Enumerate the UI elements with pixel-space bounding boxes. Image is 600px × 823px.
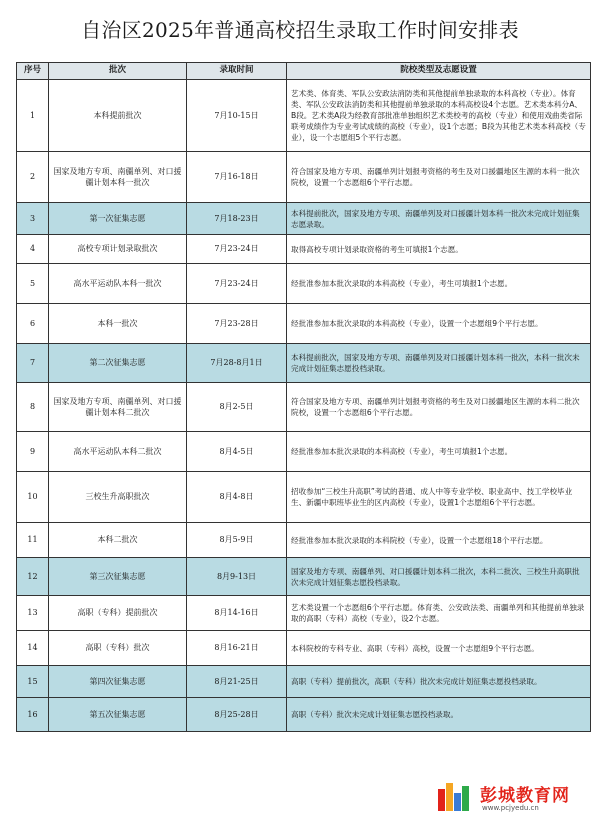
watermark-site-name: 彭城教育网 (480, 786, 570, 806)
schedule-table (16, 62, 591, 732)
header-time: 录取时间 (187, 63, 287, 80)
header-batch: 批次 (49, 63, 187, 80)
row-batch: 国家及地方专项、南疆单列、对口援疆计划本科一批次 (49, 152, 187, 203)
row-description: 符合国家及地方专项、南疆单列计划报考资格的考生及对口援疆地区生源的本科一批次院校，设置一个志愿组6个平行志愿。 (287, 152, 591, 203)
table-row (17, 472, 591, 523)
row-time: 8月16-21日 (187, 631, 287, 666)
site-watermark (438, 781, 586, 817)
row-batch: 本科二批次 (49, 523, 187, 558)
row-index: 16 (17, 698, 49, 732)
row-description: 招收参加“三校生升高职”考试的普通、成人中等专业学校、职业高中、技工学校毕业生、新疆中职班毕业生的区内高校（专业），设置1个志愿组6个平行志愿。 (287, 472, 591, 523)
row-description: 艺术类、体育类、军队公安政法消防类和其他提前单独录取的本科高校（专业）。体育类、军队公安政法消防类和其他提前单独录取的本科高校设4个志愿。艺术类本科分A、B段。艺术类A段为经教育部批准单独组织艺术类校考的高校（专业）和使用戏曲类省际联考成绩作为专业考试成绩的高校（专业），设1个志愿；B段为其他艺术类本科高校（专业），设一个志愿组5个平行志愿。 (287, 80, 591, 152)
table-row (17, 264, 591, 304)
row-batch: 高校专项计划录取批次 (49, 235, 187, 264)
row-batch: 第三次征集志愿 (49, 558, 187, 596)
row-index: 3 (17, 203, 49, 235)
table-row (17, 80, 591, 152)
row-time: 7月10-15日 (187, 80, 287, 152)
row-index: 1 (17, 80, 49, 152)
row-time: 8月14-16日 (187, 596, 287, 631)
row-index: 8 (17, 383, 49, 432)
row-batch: 高水平运动队本科二批次 (49, 432, 187, 472)
table-row (17, 666, 591, 698)
row-time: 7月23-24日 (187, 264, 287, 304)
table-row (17, 235, 591, 264)
row-batch: 本科提前批次 (49, 80, 187, 152)
row-batch: 高职（专科）提前批次 (49, 596, 187, 631)
row-batch: 第一次征集志愿 (49, 203, 187, 235)
row-index: 9 (17, 432, 49, 472)
row-time: 8月5-9日 (187, 523, 287, 558)
header-index: 序号 (17, 63, 49, 80)
row-description: 本科提前批次，国家及地方专项、南疆单列及对口援疆计划本科一批次，本科一批次未完成计划征集志愿投档录取。 (287, 344, 591, 383)
row-batch: 高水平运动队本科一批次 (49, 264, 187, 304)
row-index: 15 (17, 666, 49, 698)
table-row (17, 152, 591, 203)
row-description: 经批准参加本批次录取的本科高校（专业），考生可填报1个志愿。 (287, 432, 591, 472)
row-time: 8月4-5日 (187, 432, 287, 472)
watermark-url: www.pcjyedu.cn (482, 804, 539, 812)
row-description: 经批准参加本批次录取的本科院校（专业），设置一个志愿组18个平行志愿。 (287, 523, 591, 558)
row-index: 4 (17, 235, 49, 264)
row-description: 本科提前批次，国家及地方专项、南疆单列及对口援疆计划本科一批次未完成计划征集志愿录取。 (287, 203, 591, 235)
table-row (17, 698, 591, 732)
row-index: 6 (17, 304, 49, 344)
books-logo-icon (438, 781, 476, 811)
row-description: 高职（专科）提前批次，高职（专科）批次未完成计划征集志愿投档录取。 (287, 666, 591, 698)
row-description: 经批准参加本批次录取的本科高校（专业），考生可填报1个志愿。 (287, 264, 591, 304)
row-time: 7月16-18日 (187, 152, 287, 203)
row-time: 7月23-28日 (187, 304, 287, 344)
row-description: 符合国家及地方专项、南疆单列计划报考资格的考生及对口援疆地区生源的本科二批次院校，设置一个志愿组6个平行志愿。 (287, 383, 591, 432)
row-time: 7月28-8月1日 (187, 344, 287, 383)
row-time: 8月25-28日 (187, 698, 287, 732)
row-batch: 第五次征集志愿 (49, 698, 187, 732)
table-row (17, 631, 591, 666)
row-index: 5 (17, 264, 49, 304)
row-description: 取得高校专项计划录取资格的考生可填报1个志愿。 (287, 235, 591, 264)
row-index: 11 (17, 523, 49, 558)
row-index: 10 (17, 472, 49, 523)
row-index: 14 (17, 631, 49, 666)
row-description: 经批准参加本批次录取的本科高校（专业），设置一个志愿组9个平行志愿。 (287, 304, 591, 344)
row-description: 艺术类设置一个志愿组6个平行志愿。体育类、公安政法类、南疆单列和其他提前单独录取的高职（专科）高校（专业），设2个志愿。 (287, 596, 591, 631)
row-batch: 三校生升高职批次 (49, 472, 187, 523)
row-description: 国家及地方专项、南疆单列、对口援疆计划本科二批次，本科二批次、三校生升高职批次未完成计划征集志愿投档录取。 (287, 558, 591, 596)
row-batch: 第四次征集志愿 (49, 666, 187, 698)
table-row (17, 432, 591, 472)
table-row (17, 523, 591, 558)
row-time: 8月2-5日 (187, 383, 287, 432)
row-batch: 第二次征集志愿 (49, 344, 187, 383)
row-index: 13 (17, 596, 49, 631)
table-header-row (17, 63, 591, 80)
row-time: 7月18-23日 (187, 203, 287, 235)
row-description: 本科院校的专科专业、高职（专科）高校，设置一个志愿组9个平行志愿。 (287, 631, 591, 666)
table-row (17, 203, 591, 235)
table-row (17, 304, 591, 344)
page-title: 自治区2025年普通高校招生录取工作时间安排表 (81, 18, 519, 42)
table-row (17, 383, 591, 432)
table-row (17, 558, 591, 596)
row-batch: 高职（专科）批次 (49, 631, 187, 666)
row-time: 8月21-25日 (187, 666, 287, 698)
row-batch: 本科一批次 (49, 304, 187, 344)
row-time: 7月23-24日 (187, 235, 287, 264)
row-index: 2 (17, 152, 49, 203)
row-index: 7 (17, 344, 49, 383)
row-index: 12 (17, 558, 49, 596)
row-time: 8月4-8日 (187, 472, 287, 523)
table-row (17, 344, 591, 383)
row-time: 8月9-13日 (187, 558, 287, 596)
row-batch: 国家及地方专项、南疆单列、对口援疆计划本科二批次 (49, 383, 187, 432)
header-description: 院校类型及志愿设置 (287, 63, 591, 80)
table-row (17, 596, 591, 631)
row-description: 高职（专科）批次未完成计划征集志愿投档录取。 (287, 698, 591, 732)
